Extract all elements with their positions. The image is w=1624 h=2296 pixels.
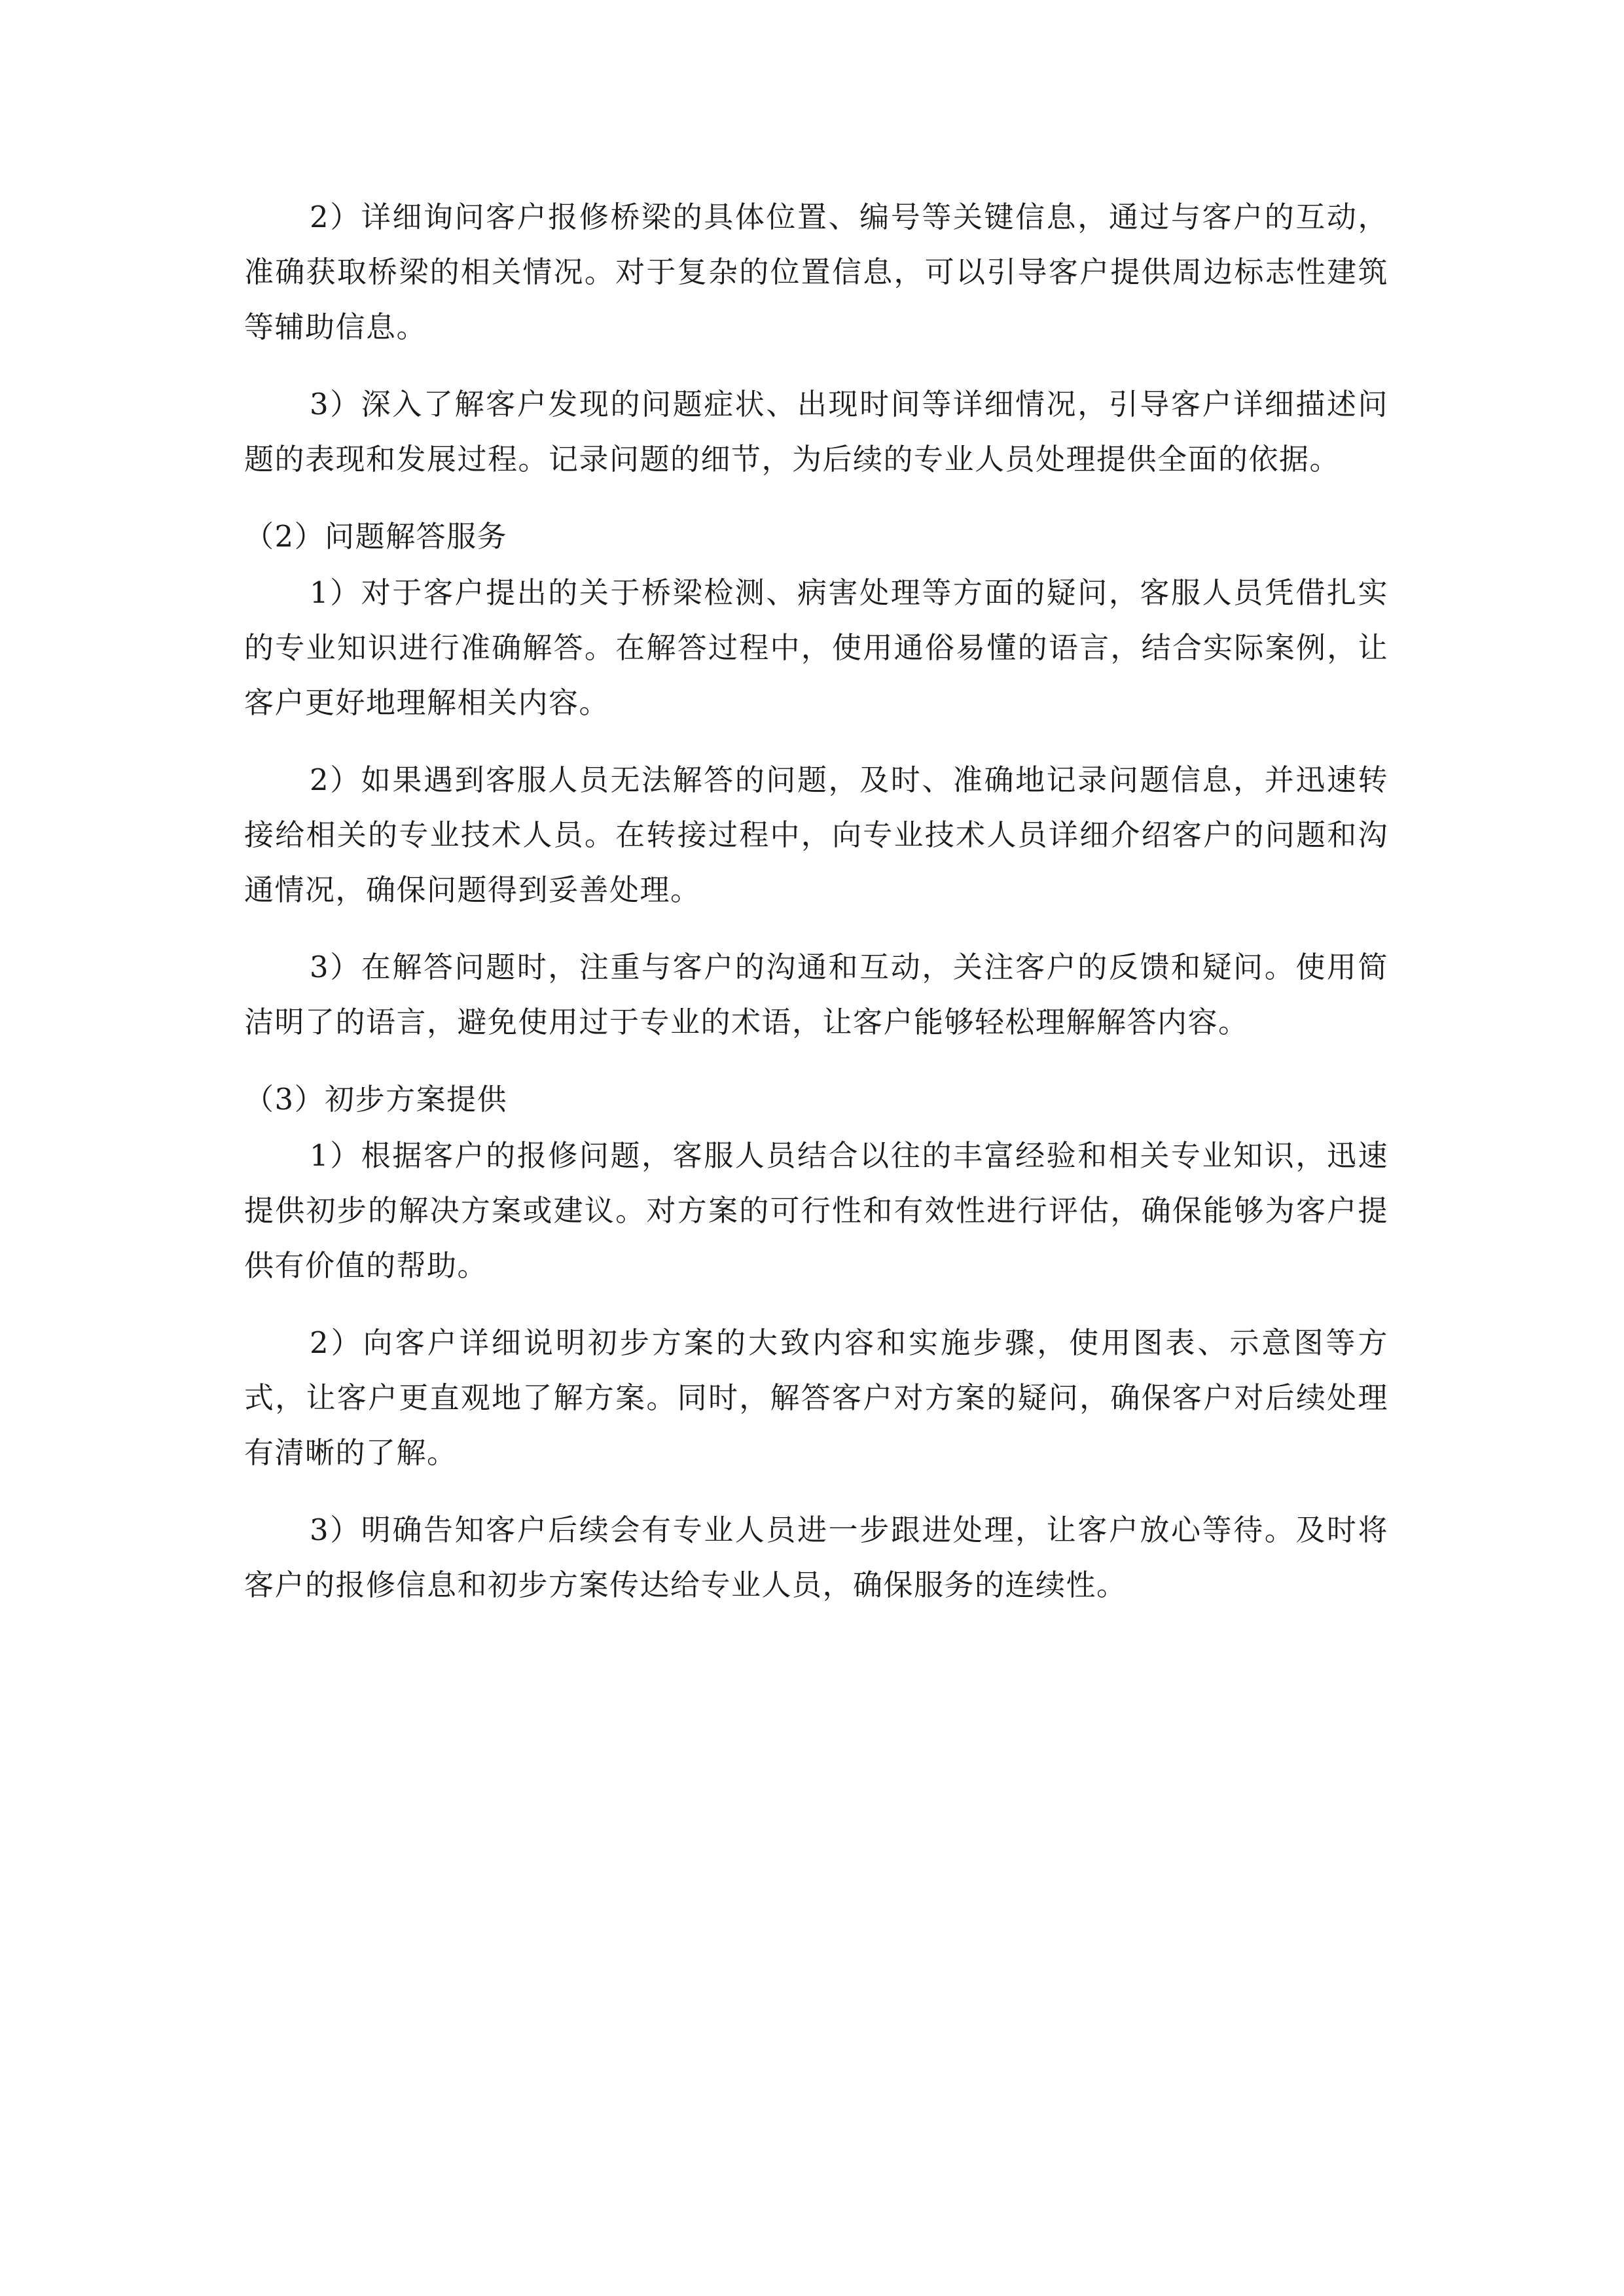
paragraph-item-3-symptoms: 3）深入了解客户发现的问题症状、出现时间等详细情况，引导客户详细描述问题的表现和发展过程。记录问题的细节，为后续的专业人员处理提供全面的依据。 bbox=[244, 387, 1388, 476]
paragraph-answer-item-3: 3）在解答问题时，注重与客户的沟通和互动，关注客户的反馈和疑问。使用简洁明了的语言，避免使用过于专业的术语，让客户能够轻松理解解答内容。 bbox=[244, 950, 1388, 1039]
paragraph-plan-item-2: 2）向客户详细说明初步方案的大致内容和实施步骤，使用图表、示意图等方式，让客户更直观地了解方案。同时，解答客户对方案的疑问，确保客户对后续处理有清晰的了解。 bbox=[244, 1325, 1388, 1470]
section-heading-preliminary-plan: （3）初步方案提供 bbox=[244, 1082, 508, 1117]
paragraph-answer-item-1: 1）对于客户提出的关于桥梁检测、病害处理等方面的疑问，客服人员凭借扎实的专业知识进行准确解答。在解答过程中，使用通俗易懂的语言，结合实际案例，让客户更好地理解相关内容。 bbox=[244, 575, 1388, 720]
paragraph-plan-item-3: 3）明确告知客户后续会有专业人员进一步跟进处理，让客户放心等待。及时将客户的报修信息和初步方案传达给专业人员，确保服务的连续性。 bbox=[244, 1513, 1388, 1602]
paragraph-item-2-location: 2）详细询问客户报修桥梁的具体位置、编号等关键信息，通过与客户的互动，准确获取桥梁的相关情况。对于复杂的位置信息，可以引导客户提供周边标志性建筑等辅助信息。 bbox=[244, 200, 1388, 344]
section-heading-question-answer: （2）问题解答服务 bbox=[244, 519, 508, 554]
paragraph-plan-item-1: 1）根据客户的报修问题，客服人员结合以往的丰富经验和相关专业知识，迅速提供初步的解决方案或建议。对方案的可行性和有效性进行评估，确保能够为客户提供有价值的帮助。 bbox=[244, 1138, 1388, 1283]
paragraph-answer-item-2: 2）如果遇到客服人员无法解答的问题，及时、准确地记录问题信息，并迅速转接给相关的专业技术人员。在转接过程中，向专业技术人员详细介绍客户的问题和沟通情况，确保问题得到妥善处理。 bbox=[244, 762, 1388, 907]
document-page bbox=[244, 190, 1388, 1635]
